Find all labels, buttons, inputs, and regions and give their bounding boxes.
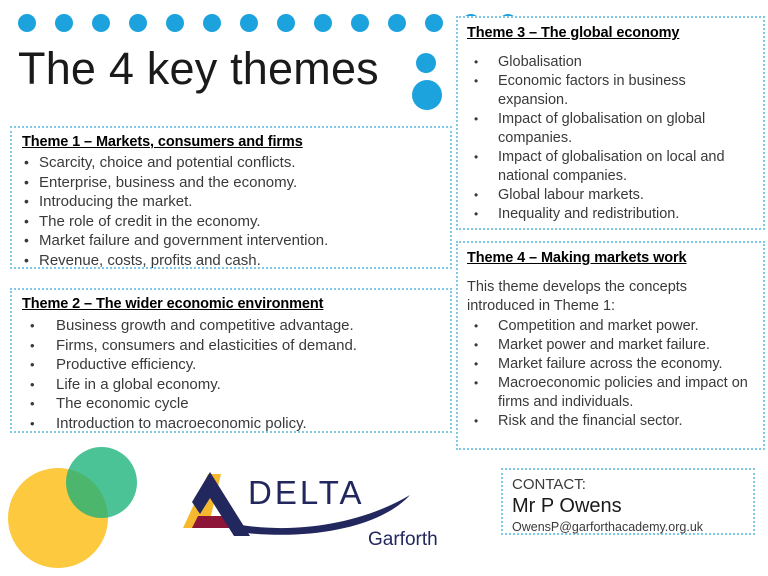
list-item: • Productive efficiency.	[22, 355, 442, 375]
list-item: • Globalisation	[467, 53, 756, 72]
contact-label: CONTACT:	[512, 476, 586, 493]
theme-2-heading: Theme 2 – The wider economic environment	[22, 296, 324, 312]
blue-dot-icon	[92, 14, 110, 32]
blue-dot-icon	[55, 14, 73, 32]
blue-dot-icon	[388, 14, 406, 32]
list-item: • Introduction to macroeconomic policy.	[22, 414, 442, 434]
contact-email[interactable]: OwensP@garforthacademy.org.uk	[512, 520, 704, 534]
blue-dot-medium-icon	[416, 53, 436, 73]
page-title: The 4 key themes	[18, 43, 379, 94]
svg-text:DELTA: DELTA	[248, 474, 365, 511]
contact-name: Mr P Owens	[512, 495, 622, 517]
blue-dot-icon	[18, 14, 36, 32]
list-item: • Risk and the financial sector.	[467, 412, 756, 431]
green-circle-decoration	[66, 447, 137, 518]
blue-dot-icon	[351, 14, 369, 32]
list-item: • Revenue, costs, profits and cash.	[22, 251, 442, 271]
theme-4-box	[456, 241, 765, 450]
blue-dot-icon	[240, 14, 258, 32]
theme-2-box	[10, 288, 452, 433]
theme-4-list	[467, 317, 756, 431]
theme-3-heading: Theme 3 – The global economy	[467, 25, 680, 41]
list-item: • Introducing the market.	[22, 192, 442, 212]
theme-1-list	[22, 153, 442, 270]
list-item: • Inequality and redistribution.	[467, 205, 756, 224]
list-item: • Enterprise, business and the economy.	[22, 173, 442, 193]
blue-dot-large-icon	[412, 80, 442, 110]
blue-dot-icon	[425, 14, 443, 32]
blue-dot-icon	[129, 14, 147, 32]
list-item: • The economic cycle	[22, 394, 442, 414]
theme-3-box	[456, 16, 765, 230]
list-item: • Business growth and competitive advantage.	[22, 316, 442, 336]
theme-1-box	[10, 126, 452, 269]
blue-dot-icon	[203, 14, 221, 32]
list-item: • The role of credit in the economy.	[22, 212, 442, 232]
list-item: • Global labour markets.	[467, 186, 756, 205]
list-item: • Scarcity, choice and potential conflicts.	[22, 153, 442, 173]
svg-text:Garforth: Garforth	[368, 529, 438, 550]
theme-3-list	[467, 53, 756, 224]
dot-row-decoration	[18, 14, 517, 32]
theme-2-list	[22, 316, 442, 433]
list-item: • Impact of globalisation on global companies.	[467, 110, 756, 148]
theme-4-intro: This theme develops the concepts introduced in Theme 1:	[467, 279, 688, 314]
list-item: • Market failure across the economy.	[467, 355, 756, 374]
delta-garforth-logo	[178, 462, 468, 550]
blue-dot-icon	[314, 14, 332, 32]
list-item: • Impact of globalisation on local and national companies.	[467, 148, 756, 186]
list-item: • Economic factors in business expansion.	[467, 72, 756, 110]
list-item: • Market power and market failure.	[467, 336, 756, 355]
list-item: • Firms, consumers and elasticities of demand.	[22, 336, 442, 356]
blue-dot-icon	[277, 14, 295, 32]
list-item: • Market failure and government intervention.	[22, 231, 442, 251]
blue-dot-icon	[166, 14, 184, 32]
contact-box	[501, 468, 755, 535]
theme-1-heading: Theme 1 – Markets, consumers and firms	[22, 134, 303, 150]
list-item: • Competition and market power.	[467, 317, 756, 336]
theme-4-heading: Theme 4 – Making markets work	[467, 250, 687, 266]
list-item: • Macroeconomic policies and impact on firms and individuals.	[467, 374, 756, 412]
list-item: • Life in a global economy.	[22, 375, 442, 395]
